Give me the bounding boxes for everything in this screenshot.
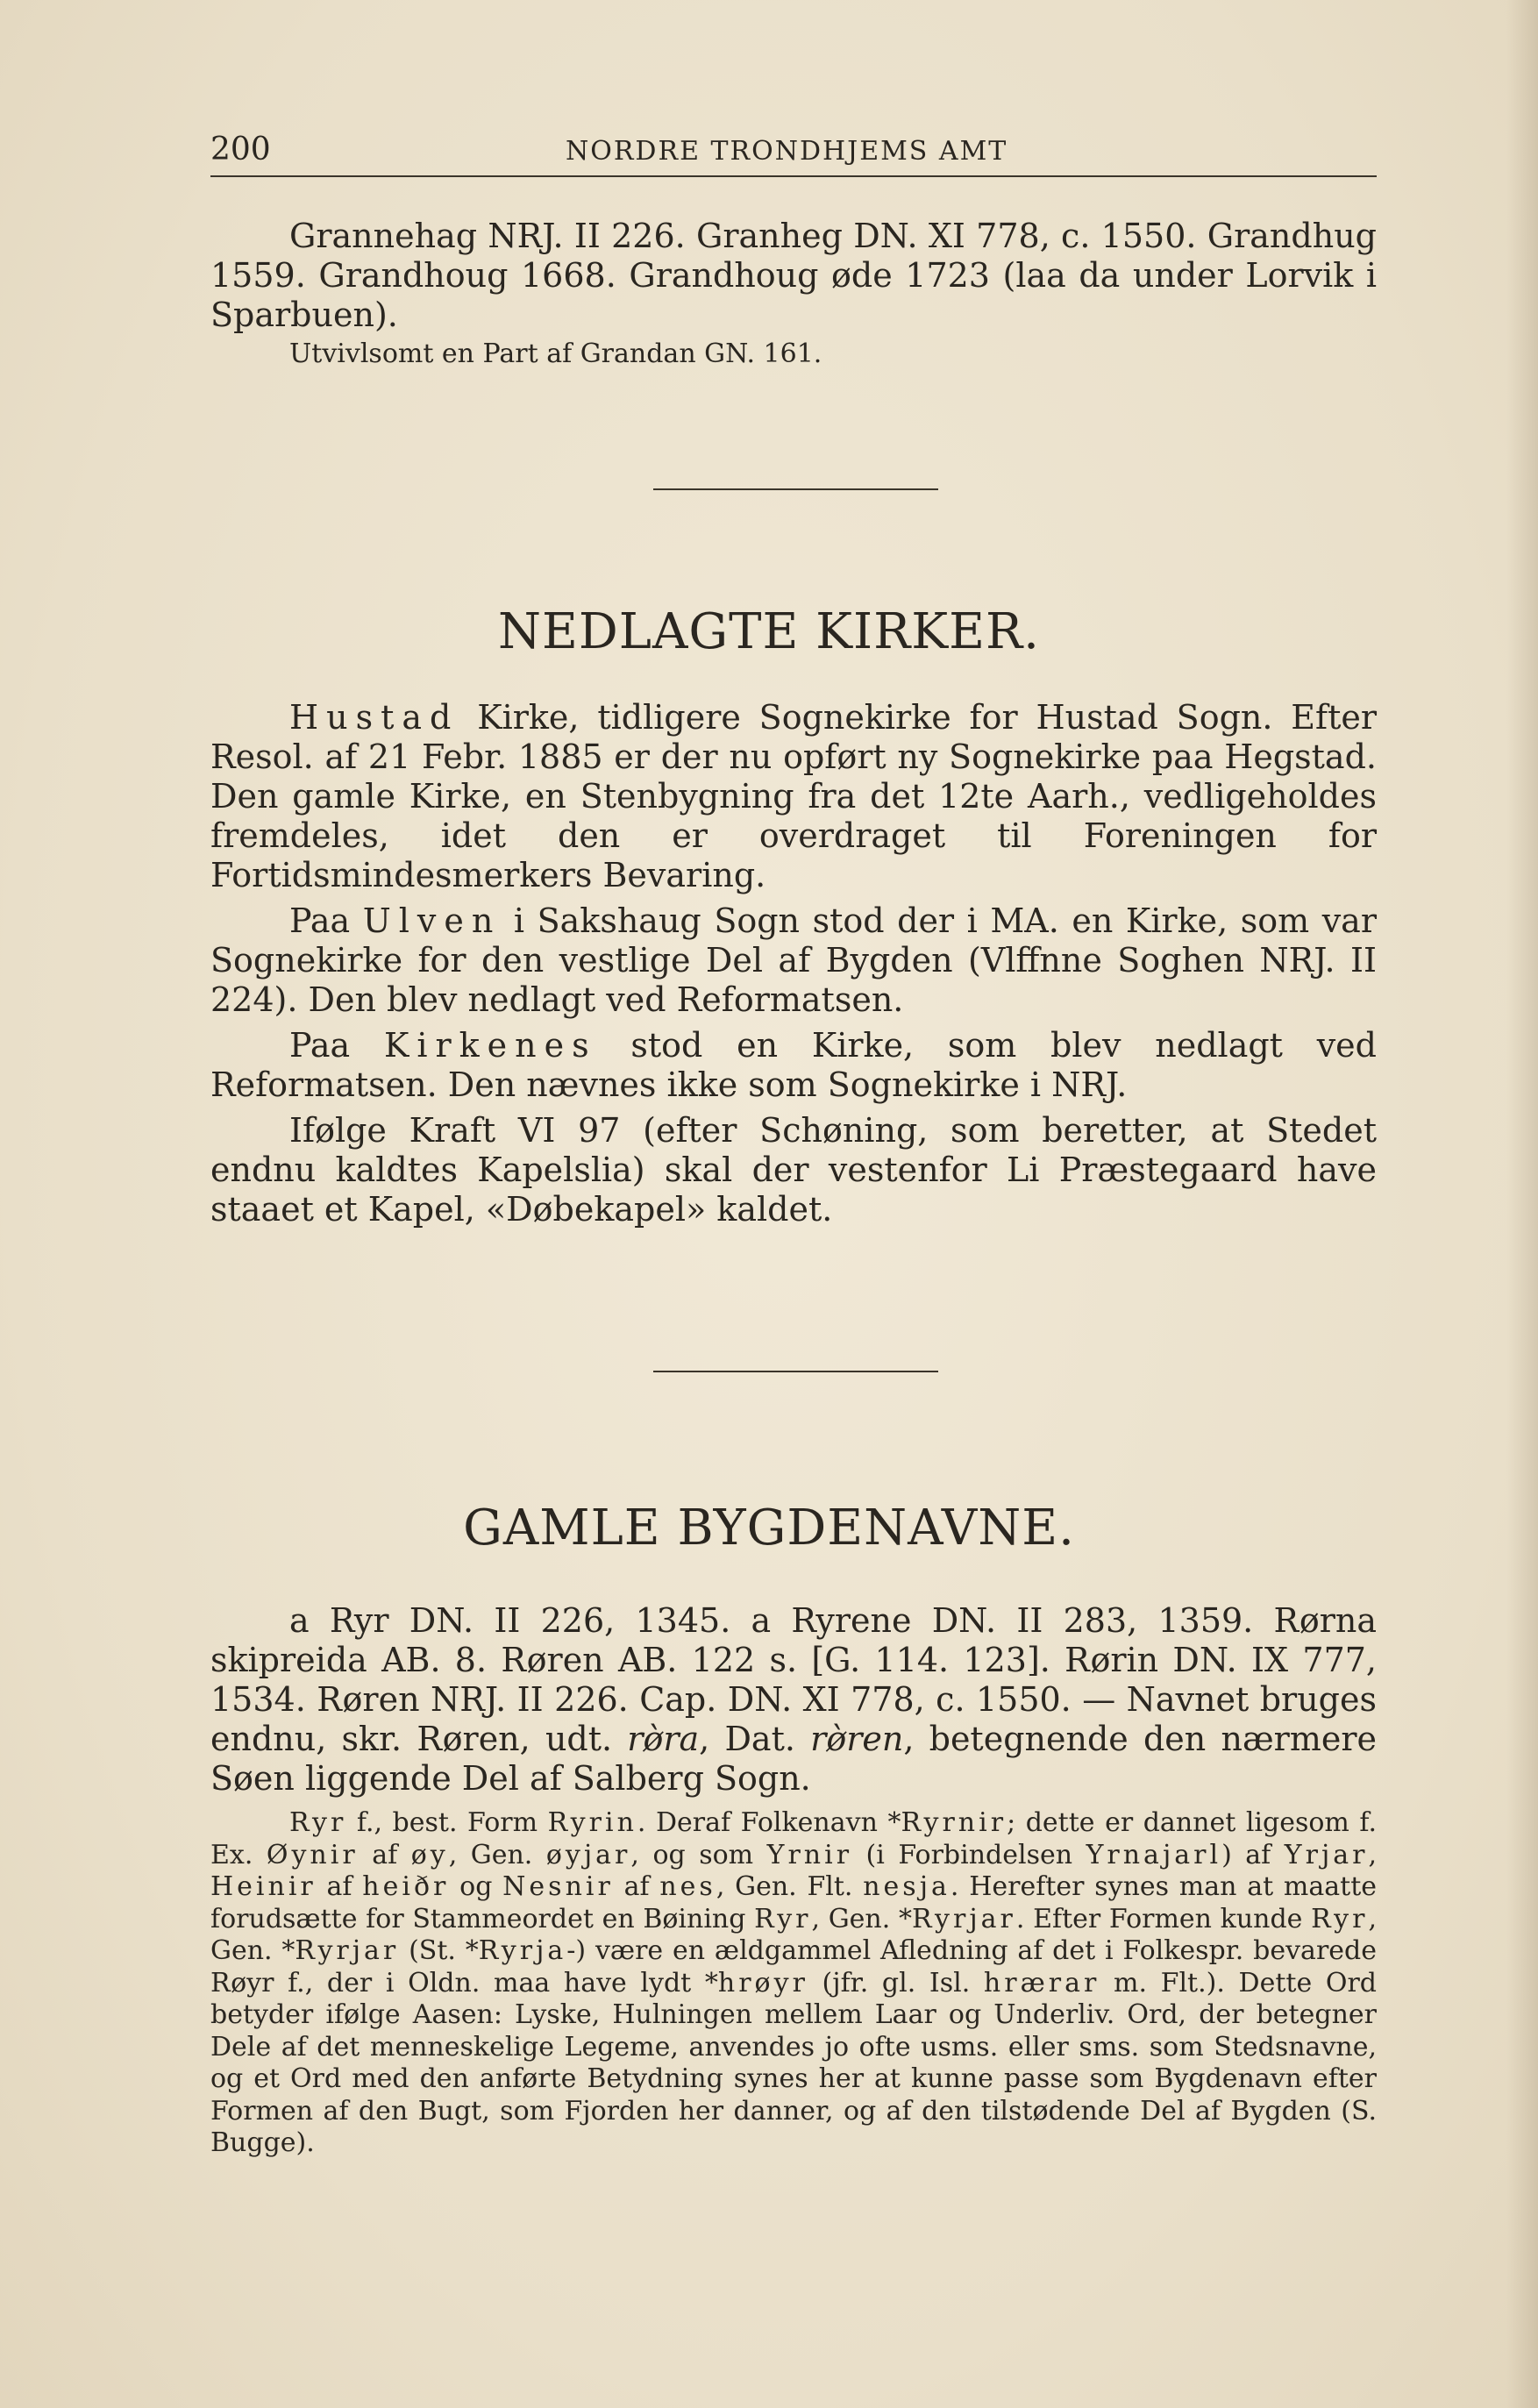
section-1-body bbox=[210, 698, 1377, 1229]
spaced-word: Yrnir bbox=[766, 1839, 853, 1870]
note-text: . Herefter synes man at maatte forudsætte for Stammeordet en Bøining bbox=[210, 1871, 1378, 1934]
section-divider-1 bbox=[653, 488, 938, 490]
spaced-word: Ryrjar bbox=[911, 1903, 1016, 1934]
paragraph-lead: Paa bbox=[289, 901, 363, 940]
spaced-word: hrærar bbox=[983, 1967, 1100, 1998]
place-name-spaced: Hustad bbox=[289, 698, 459, 737]
note-text: , Gen. * bbox=[210, 1903, 1378, 1966]
paragraph-text: Kirke, tidligere Sognekirke for Hustad Sogn. Efter Resol. af 21 Febr. 1885 er der nu opført ny Sognekirke paa Hegstad. Den gamle Kirke, en Stenbygning fra det 12te Aarh., vedligeholdes fremdeles, idet den er overdraget til Foreningen for Fortidsmindesmerkers Bevaring. bbox=[210, 698, 1377, 894]
paragraph-kirkenes bbox=[210, 1026, 1377, 1105]
paragraph-text: , Dat. bbox=[699, 1720, 811, 1758]
spaced-word: Ryr bbox=[289, 1807, 347, 1838]
section-divider-2 bbox=[653, 1371, 938, 1372]
note-text: , Gen. * bbox=[811, 1903, 912, 1934]
paragraph-lead: Paa bbox=[289, 1026, 384, 1065]
note-text: af bbox=[358, 1839, 411, 1870]
place-name-spaced: Kirkenes bbox=[383, 1026, 597, 1065]
note-text: (St. * bbox=[399, 1935, 479, 1966]
spaced-word: Yrjar bbox=[1284, 1839, 1369, 1870]
spaced-word: Nesnir bbox=[502, 1871, 614, 1902]
paragraph-hustad bbox=[210, 698, 1377, 895]
spaced-word: nesja bbox=[863, 1871, 951, 1902]
spaced-word: Ryrja bbox=[478, 1935, 567, 1966]
paragraph-ryr bbox=[210, 1601, 1377, 1799]
note-text: ; dette er dannet ligesom f. Ex. bbox=[210, 1807, 1377, 1870]
running-head: NORDRE TRONDHJEMS AMT bbox=[566, 136, 1008, 167]
spaced-word: hrøyr bbox=[717, 1967, 808, 1998]
spaced-word: nes bbox=[659, 1871, 716, 1902]
note-text: af bbox=[613, 1871, 660, 1902]
paragraph-text: a Ryr DN. II 226, 1345. a Ryrene DN. II 283, 1359. Rørna skipreida AB. 8. Røren AB. 122 s. [G. 114. 123]. Rørin DN. IX 777, 1534. Røren NRJ. II 226. Cap. DN. XI 778, c. 1550. — Navnet bruges endnu, skr. Røren, udt. bbox=[210, 1601, 1377, 1758]
section-2-body bbox=[210, 1601, 1377, 2160]
note-text: ) af bbox=[1221, 1839, 1285, 1870]
top-entry bbox=[210, 217, 1377, 371]
top-entry-text: Grannehag NRJ. II 226. Granheg DN. XI 778, c. 1550. Grandhug 1559. Grandhoug 1668. Grandhoug øde 1723 (laa da under Lorvik i Sparbuen). bbox=[210, 217, 1377, 334]
note-text: , Gen. Flt. bbox=[716, 1871, 864, 1902]
spaced-word: heiðr bbox=[362, 1871, 450, 1902]
paragraph-text: i Sakshaug Sogn stod der i MA. en Kirke, som var Sognekirke for den vestlige Del af Bygden (Vlffnne Soghen NRJ. II 224). Den blev nedlagt ved Reformatsen. bbox=[210, 901, 1377, 1019]
spaced-word: Ryrin bbox=[547, 1807, 637, 1838]
spaced-word: Ryrjar bbox=[295, 1935, 400, 1966]
pronunciation-nominative: rø̀ra bbox=[627, 1720, 700, 1758]
paragraph-kraft: Ifølge Kraft VI 97 (efter Schøning, som beretter, at Stedet endnu kaldtes Kapelslia) skal der vestenfor Li Præstegaard have staaet et Kapel, «Døbekapel» kaldet. bbox=[210, 1111, 1377, 1229]
page-header bbox=[210, 132, 1377, 172]
spaced-word: Øynir bbox=[266, 1839, 359, 1870]
section-title-gamle-bygdenavne: GAMLE BYGDENAVNE. bbox=[463, 1500, 1075, 1557]
note-text: . Efter Formen kunde bbox=[1015, 1903, 1312, 1934]
note-text: , og som bbox=[630, 1839, 767, 1870]
spaced-word: Heinir bbox=[210, 1871, 317, 1902]
paragraph-ulven bbox=[210, 901, 1377, 1020]
note-text: (i Forbindelsen bbox=[852, 1839, 1086, 1870]
spaced-word: Yrnajarl bbox=[1086, 1839, 1222, 1870]
note-text: , Gen. bbox=[448, 1839, 546, 1870]
spaced-word: øy bbox=[410, 1839, 449, 1870]
note-text: f., best. Form bbox=[346, 1807, 548, 1838]
note-text: og bbox=[449, 1871, 503, 1902]
note-text: -) være en ældgammel Afledning af det i Folkespr. bevarede Røyr f., der i Oldn. maa have lydt * bbox=[210, 1935, 1377, 1998]
top-entry-note: Utvivlsomt en Part af Grandan GN. 161. bbox=[289, 338, 822, 369]
note-text: af bbox=[316, 1871, 363, 1902]
spaced-word: Ryr bbox=[754, 1903, 812, 1934]
note-text: m. Flt.). Dette Ord betyder ifølge Aasen: Lyske, Hulningen mellem Laar og Underliv. Ord, der betegner Dele af det menneskelige Legeme, anvendes jo ofte usms. eller sms. som Stedsnavne, og et Ord med den anførte Betydning synes her at kunne passe som Bygdenavn efter Formen af den Bugt, som Fjorden her danner, og af den tilstødende Del af Bygden (S. Bugge). bbox=[210, 1967, 1378, 2158]
note-text: (jfr. gl. Isl. bbox=[808, 1967, 984, 1998]
page-edge-shadow bbox=[1506, 0, 1538, 2408]
note-text: . Deraf Folkenavn * bbox=[637, 1807, 901, 1838]
paragraph-text: , betegnende den nærmere Søen liggende Del af Salberg Sogn. bbox=[210, 1720, 1377, 1798]
spaced-word: øyjar bbox=[545, 1839, 631, 1870]
spaced-word: Ryrnir bbox=[901, 1807, 1008, 1838]
place-name-spaced: Ulven bbox=[362, 901, 502, 940]
pronunciation-dative: rø̀ren bbox=[810, 1720, 904, 1758]
note-text: , bbox=[1368, 1839, 1378, 1870]
etymology-note bbox=[210, 1807, 1377, 2160]
paragraph-text: stod en Kirke, som blev nedlagt ved Reformatsen. Den nævnes ikke som Sognekirke i NRJ. bbox=[210, 1026, 1377, 1104]
page-number: 200 bbox=[210, 132, 271, 167]
header-rule bbox=[210, 175, 1377, 177]
spaced-word: Ryr bbox=[1311, 1903, 1369, 1934]
section-title-nedlagte-kirker: NEDLAGTE KIRKER. bbox=[498, 603, 1040, 660]
